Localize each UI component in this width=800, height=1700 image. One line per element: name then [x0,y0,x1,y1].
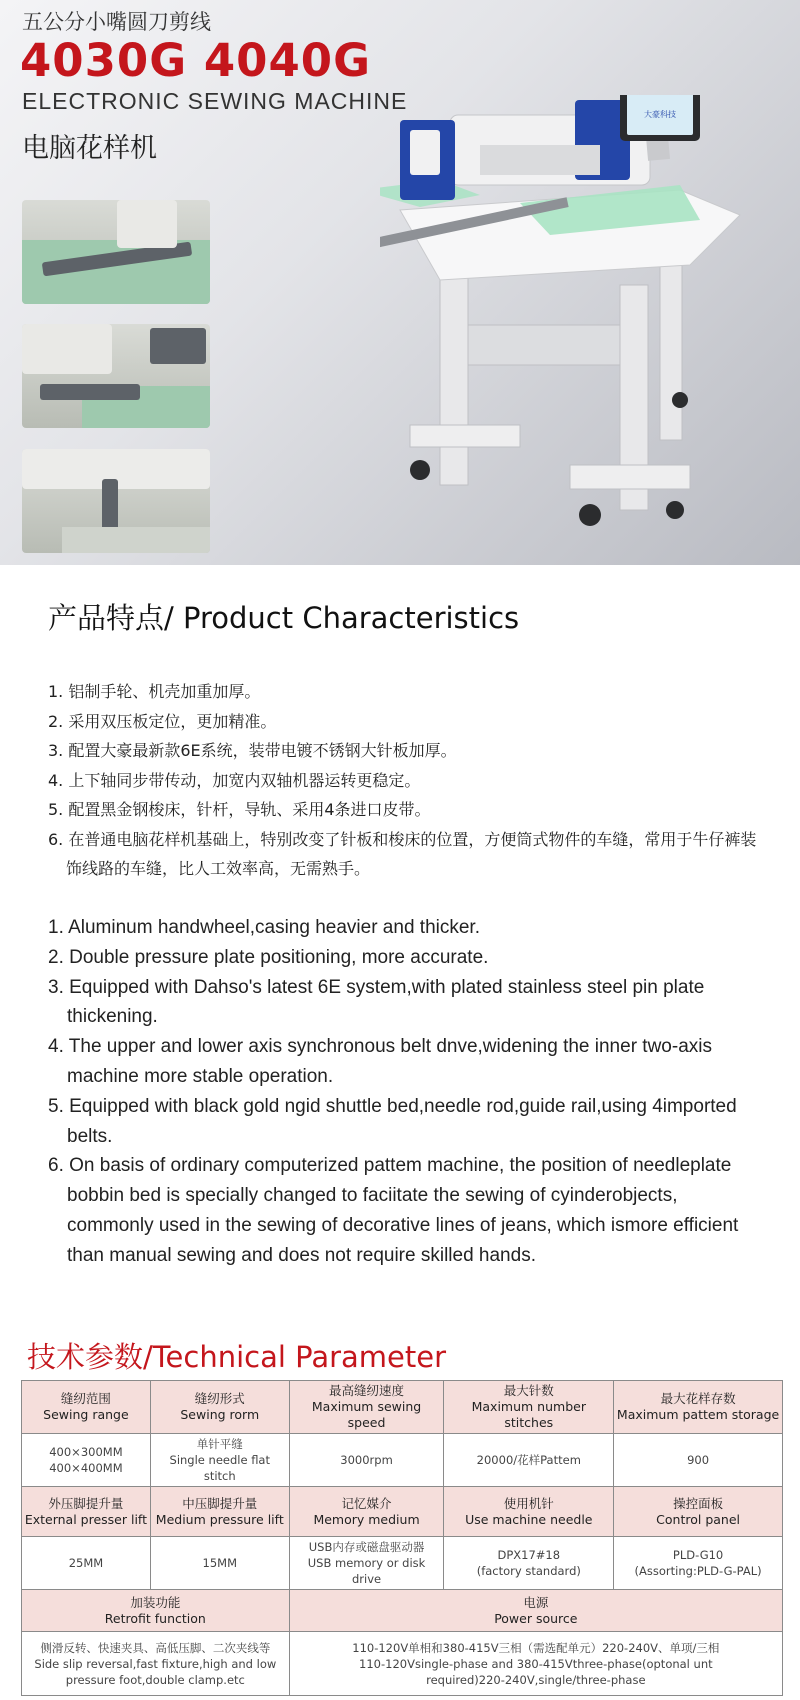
table-cell: 15MM [150,1537,289,1590]
table-cell: 400×300MM 400×400MM [22,1434,151,1487]
list-item: 5. Equipped with black gold ngid shuttle bed,needle rod,guide rail,using 4imported belts. [48,1095,737,1147]
table-cell: PLD-G10 (Assorting:PLD-G-PAL) [614,1537,783,1590]
table-cell: 单针平缝 Single needle flat stitch [150,1434,289,1487]
model-title: 4030G 4040G [20,34,372,87]
sewing-machine-illustration [380,95,800,555]
table-cell: 20000/花样Pattem [444,1434,614,1487]
list-item: 4. The upper and lower axis synchronous belt dnve,widening the inner two-axis machine more stable operation. [48,1036,712,1087]
table-row [22,1632,783,1696]
table-header-cell: 最高缝纫速度 Maximum sewing speed [289,1381,444,1434]
characteristics-list-en [48,913,768,1271]
characteristics-list-cn [48,677,768,884]
list-item: 3. Equipped with Dahso's latest 6E system,with plated stainless steel pin plate thickening. [48,976,705,1028]
technical-parameter-table [21,1380,783,1696]
detail-photo-2 [22,324,210,428]
table-cell: USB内存或磁盘驱动器 USB memory or disk drive [289,1537,444,1590]
table-header-cell: 缝纫形式 Sewing rorm [150,1381,289,1434]
table-header-cell: 最大针数 Maximum number stitches [444,1381,614,1434]
table-header-cell: 使用机针 Use machine needle [444,1487,614,1537]
table-cell: 3000rpm [289,1434,444,1487]
list-item: 2. Double pressure plate positioning, more accurate. [48,946,489,968]
table-row [22,1590,783,1632]
table-row [22,1434,783,1487]
product-type-cn: 电脑花样机 [22,133,157,164]
hero-banner [0,0,800,565]
list-item: 2. 采用双压板定位，更加精准。 [48,711,277,731]
detail-photo-1 [22,200,210,304]
table-cell: 900 [614,1434,783,1487]
list-item: 1. 铝制手轮、机壳加重加厚。 [48,682,261,701]
panel-screen-label: 大豪科技 [644,110,676,119]
list-item: 6. On basis of ordinary computerized pattem machine, the position of needleplate bobbin bed is specially changed to faciitate the sewing of cyinderobjects, commonly used in the sewing of decorative lines of jeans, which ismore efficient than manual sewing and does not require skilled hands. [48,1155,739,1266]
table-cell: 110-120V单相和380-415V三相（需选配单元）220-240V、单项/三相 110-120Vsingle-phase and 380-415Vthree-phase(optonal unt required)220-240V,single/three-phase [289,1632,782,1696]
table-header-cell: 最大花样存数 Maximum pattem storage [614,1381,783,1434]
table-cell: 侧滑反转、快速夹具、高低压脚、二次夹线等 Side slip reversal,fast fixture,high and low pressure foot,double clamp.etc [22,1632,290,1696]
table-header-cell: 电源 Power source [289,1590,782,1632]
table-cell: DPX17#18 (factory standard) [444,1537,614,1590]
table-header-cell: 操控面板 Control panel [614,1487,783,1537]
list-item: 1. Aluminum handwheel,casing heavier and thicker. [48,917,480,938]
table-row [22,1537,783,1590]
hero-subtitle: 五公分小嘴圆刀剪线 [22,10,211,34]
detail-photo-3 [22,449,210,553]
list-item: 5. 配置黑金钢梭床，针杆，导轨、采用4条进口皮带。 [48,800,431,819]
table-header-cell: 记忆媒介 Memory medium [289,1487,444,1537]
characteristics-heading: 产品特点/ Product Characteristics [48,601,520,635]
table-row [22,1381,783,1434]
technical-heading: 技术参数/Technical Parameter [27,1340,447,1374]
list-item: 4. 上下轴同步带传动，加宽内双轴机器运转更稳定。 [48,770,421,790]
list-item: 6. 在普通电脑花样机基础上，特别改变了针板和梭床的位置，方便筒式物件的车缝，常用于牛仔裤装饰线路的车缝，比人工效率高，无需熟手。 [48,829,757,878]
table-header-cell: 缝纫范围 Sewing range [22,1381,151,1434]
product-type-en: ELECTRONIC SEWING MACHINE [22,88,408,114]
list-item: 3. 配置大豪最新款6E系统，装带电镀不锈钢大针板加厚。 [48,741,457,760]
table-cell: 25MM [22,1537,151,1590]
table-header-cell: 加装功能 Retrofit function [22,1590,290,1632]
table-header-cell: 中压脚提升量 Medium pressure lift [150,1487,289,1537]
table-header-cell: 外压脚提升量 External presser lift [22,1487,151,1537]
table-row [22,1487,783,1537]
